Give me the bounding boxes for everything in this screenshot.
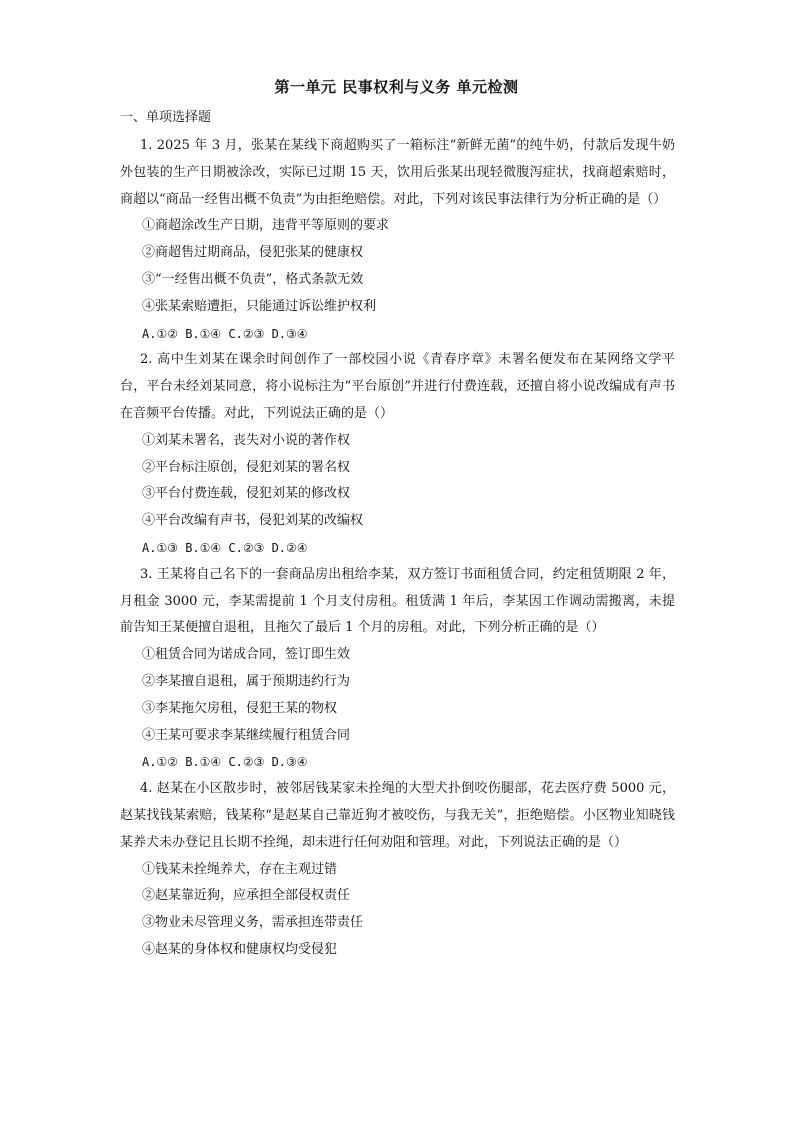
question-stem: 3. 王某将自己名下的一套商品房出租给李某，双方签订书面租赁合同，约定租赁期限 2 年，月租金 3000 元，李某需提前 1 个月支付房租。租赁满 1 年后，李某因工作调动需搬离，未提前告知王某便擅自退租，且拖欠了最后 1 个月的房租。对此，下列分析正确的是（） xyxy=(120,566,675,636)
answer-choices: A.①③ B.①④ C.②③ D.②④ xyxy=(142,540,308,555)
question-option: ①钱某未拴绳养犬，存在主观过错 xyxy=(142,861,338,877)
question-option: ③“一经售出概不负责”，格式条款无效 xyxy=(142,271,364,287)
question-1 xyxy=(120,133,675,347)
question-stem: 2. 高中生刘某在课余时间创作了一部校园小说《青春序章》未署名便发布在某网络文学平台，平台未经刘某同意，将小说标注为“平台原创”并进行付费连载，还擅自将小说改编成有声书在音频平台传播。对此，下列说法正确的是（） xyxy=(120,352,675,421)
question-option: ③物业未尽管理义务，需承担连带责任 xyxy=(142,915,364,931)
question-list xyxy=(120,133,675,964)
question-2 xyxy=(120,347,675,561)
question-option: ③李某拖欠房租，侵犯王某的物权 xyxy=(142,700,338,716)
question-3 xyxy=(120,562,675,776)
question-option: ①商超涂改生产日期，违背平等原则的要求 xyxy=(142,218,390,234)
answer-choices: A.①② B.①④ C.②③ D.③④ xyxy=(142,326,308,341)
question-option: ②商超售过期商品，侵犯张某的健康权 xyxy=(142,245,364,261)
section-heading: 一、单项选择题 xyxy=(120,110,212,125)
question-option: ①刘某未署名，丧失对小说的著作权 xyxy=(142,432,351,448)
document-title: 第一单元 民事权利与义务 单元检测 xyxy=(274,78,519,96)
question-option: ②平台标注原创，侵犯刘某的署名权 xyxy=(142,459,351,475)
question-option: ④王某可要求李某继续履行租赁合同 xyxy=(142,727,351,743)
question-option: ④赵某的身体权和健康权均受侵犯 xyxy=(142,941,338,957)
question-option: ②李某擅自退租，属于预期违约行为 xyxy=(142,673,351,689)
question-stem: 1. 2025 年 3 月，张某在某线下商超购买了一箱标注“新鲜无菌”的纯牛奶，付款后发现牛奶外包装的生产日期被涂改，实际已过期 15 天，饮用后张某出现轻微腹泻症状，找商超索赔时，商超以“商品一经售出概不负责”为由拒绝赔偿。对此，下列对该民事法律行为分析正确的是（） xyxy=(120,138,675,207)
question-option: ①租赁合同为诺成合同，签订即生效 xyxy=(142,647,351,663)
question-stem: 4. 赵某在小区散步时，被邻居钱某家未拴绳的大型犬扑倒咬伤腿部，花去医疗费 5000 元，赵某找钱某索赔，钱某称“是赵某自己靠近狗才被咬伤，与我无关”，拒绝赔偿。小区物业知晓钱某养犬未办登记且长期不拴绳，却未进行任何劝阻和管理。对此，下列说法正确的是（） xyxy=(120,781,675,850)
question-option: ④张某索赔遭拒，只能通过诉讼维护权利 xyxy=(142,298,377,314)
question-option: ④平台改编有声书，侵犯刘某的改编权 xyxy=(142,513,364,529)
answer-choices: A.①② B.①④ C.②③ D.③④ xyxy=(142,755,308,770)
question-option: ②赵某靠近狗，应承担全部侵权责任 xyxy=(142,888,351,904)
question-4 xyxy=(120,776,675,964)
question-option: ③平台付费连载，侵犯刘某的修改权 xyxy=(142,486,351,502)
